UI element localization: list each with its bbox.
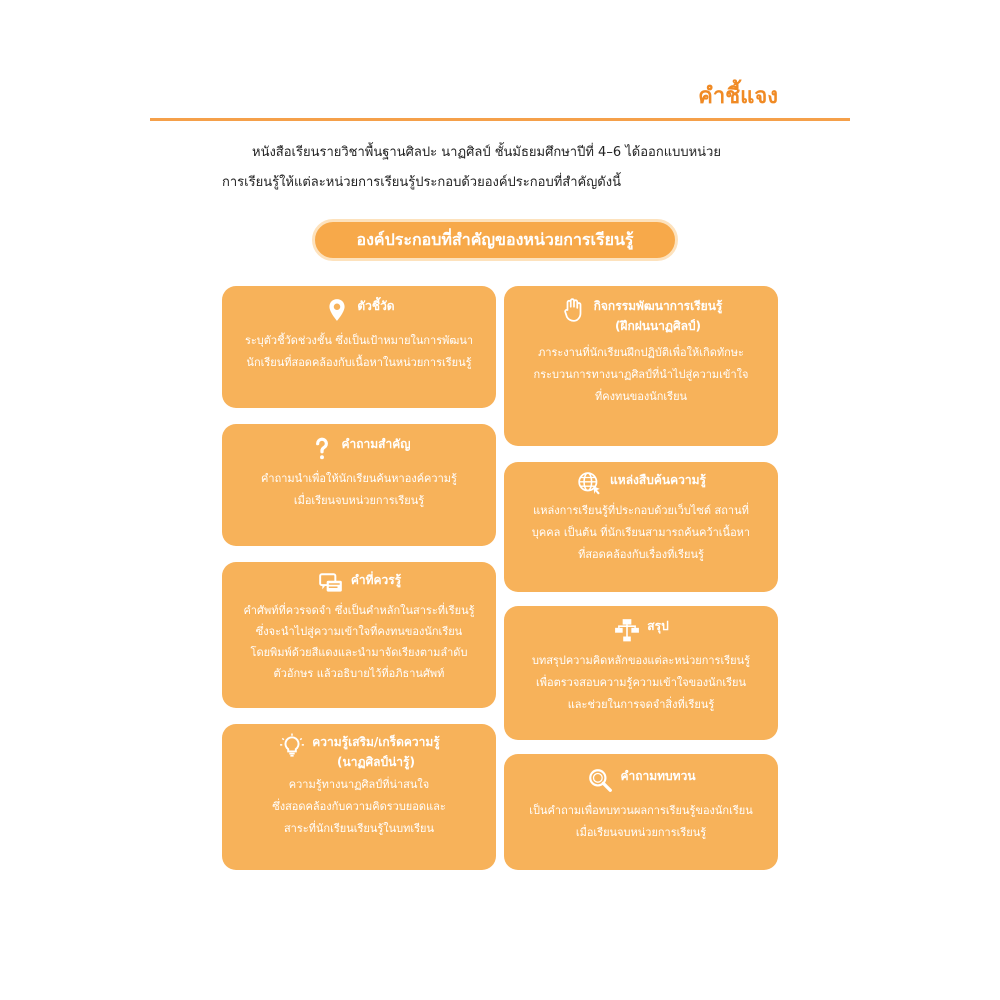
card-resources bbox=[504, 462, 778, 592]
card-title: สรุป bbox=[647, 619, 669, 633]
intro-line: หนังสือเรียนรายวิชาพื้นฐานศิลปะ นาฏศิลป์ ชั้นมัธยมศึกษาปีที่ 4–6 ได้ออกแบบหน่วย bbox=[252, 145, 721, 160]
card-title: คำที่ควรรู้ bbox=[350, 573, 402, 587]
page-title: คำชี้แจง bbox=[698, 84, 778, 109]
card-text: โดยพิมพ์ด้วยสีแดงและนำมาจัดเรียงตามลำดับ bbox=[250, 646, 468, 659]
card-text: เมื่อเรียนจบหน่วยการเรียนรู้ bbox=[575, 826, 707, 839]
card-vocabulary bbox=[222, 562, 496, 708]
title-divider bbox=[150, 118, 850, 121]
card-text: คำศัพท์ที่ควรจดจำ ซึ่งเป็นคำหลักในสาระที่เรียนรู้ bbox=[243, 604, 475, 617]
card-text: ที่คงทนของนักเรียน bbox=[594, 390, 688, 403]
card-extra-knowledge bbox=[222, 724, 496, 870]
card-text: บุคคล เป็นต้น ที่นักเรียนสามารถค้นคว้าเนื้อหา bbox=[531, 526, 751, 539]
card-text: นักเรียนที่สอดคล้องกับเนื้อหาในหน่วยการเรียนรู้ bbox=[246, 356, 472, 369]
card-text: แหล่งการเรียนรู้ที่ประกอบด้วยเว็บไซต์ สถานที่ bbox=[533, 504, 749, 517]
card-text: ความรู้ทางนาฏศิลป์ที่น่าสนใจ bbox=[288, 778, 430, 791]
card-text: และช่วยในการจดจำสิ่งที่เรียนรู้ bbox=[567, 698, 715, 711]
card-title: แหล่งสืบค้นความรู้ bbox=[610, 473, 706, 487]
magnifier-icon bbox=[586, 766, 614, 794]
intro-line: การเรียนรู้ให้แต่ละหน่วยการเรียนรู้ประกอบด้วยองค์ประกอบที่สำคัญดังนี้ bbox=[222, 175, 621, 190]
card-text: บทสรุปความคิดหลักของแต่ละหน่วยการเรียนรู้ bbox=[531, 654, 750, 667]
card-title: กิจกรรมพัฒนาการเรียนรู้ bbox=[593, 299, 723, 313]
card-review-questions bbox=[504, 754, 778, 870]
flowchart-icon bbox=[613, 616, 641, 644]
card-learning-activities bbox=[504, 286, 778, 446]
lightbulb-icon bbox=[278, 732, 306, 760]
card-indicators bbox=[222, 286, 496, 408]
card-title: คำถามสำคัญ bbox=[341, 437, 411, 451]
card-subtitle: (นาฏศิลป์น่ารู้) bbox=[337, 755, 415, 769]
section-banner: องค์ประกอบที่สำคัญของหน่วยการเรียนรู้ bbox=[312, 219, 678, 261]
card-text: ภาระงานที่นักเรียนฝึกปฏิบัติเพื่อให้เกิดทักษะ bbox=[538, 346, 744, 359]
card-text: ระบุตัวชี้วัดช่วงชั้น ซึ่งเป็นเป้าหมายในการพัฒนา bbox=[244, 334, 474, 347]
card-text: กระบวนการทางนาฏศิลป์ที่นำไปสู่ความเข้าใจ bbox=[533, 368, 749, 381]
card-text: คำถามนำเพื่อให้นักเรียนค้นหาองค์ความรู้ bbox=[261, 472, 457, 485]
card-subtitle: (ฝึกฝนนาฏศิลป์) bbox=[614, 319, 702, 333]
card-title: คำถามทบทวน bbox=[620, 769, 696, 783]
card-summary bbox=[504, 606, 778, 740]
globe-cursor-icon bbox=[576, 470, 604, 498]
card-text: สาระที่นักเรียนเรียนรู้ในบทเรียน bbox=[283, 822, 435, 835]
location-pin-icon bbox=[323, 296, 351, 324]
card-text: เมื่อเรียนจบหน่วยการเรียนรู้ bbox=[293, 494, 425, 507]
speech-bubbles-icon bbox=[317, 570, 345, 598]
raised-hand-icon bbox=[560, 296, 588, 324]
card-title: ความรู้เสริม/เกร็ดความรู้ bbox=[312, 735, 440, 749]
card-text: ที่สอดคล้องกับเรื่องที่เรียนรู้ bbox=[578, 548, 704, 561]
card-title: ตัวชี้วัด bbox=[357, 299, 395, 313]
card-text: เพื่อตรวจสอบความรู้ความเข้าใจของนักเรียน bbox=[535, 676, 746, 689]
card-text: ซึ่งสอดคล้องกับความคิดรวบยอดและ bbox=[272, 800, 446, 813]
card-text: ซึ่งจะนำไปสู่ความเข้าใจที่คงทนของนักเรียน bbox=[255, 625, 463, 638]
intro-paragraph bbox=[222, 138, 782, 198]
card-text: ตัวอักษร แล้วอธิบายไว้ที่อภิธานศัพท์ bbox=[273, 667, 445, 680]
card-text: เป็นคำถามเพื่อทบทวนผลการเรียนรู้ของนักเรียน bbox=[529, 804, 753, 817]
question-mark-icon bbox=[308, 434, 336, 462]
card-key-questions bbox=[222, 424, 496, 546]
